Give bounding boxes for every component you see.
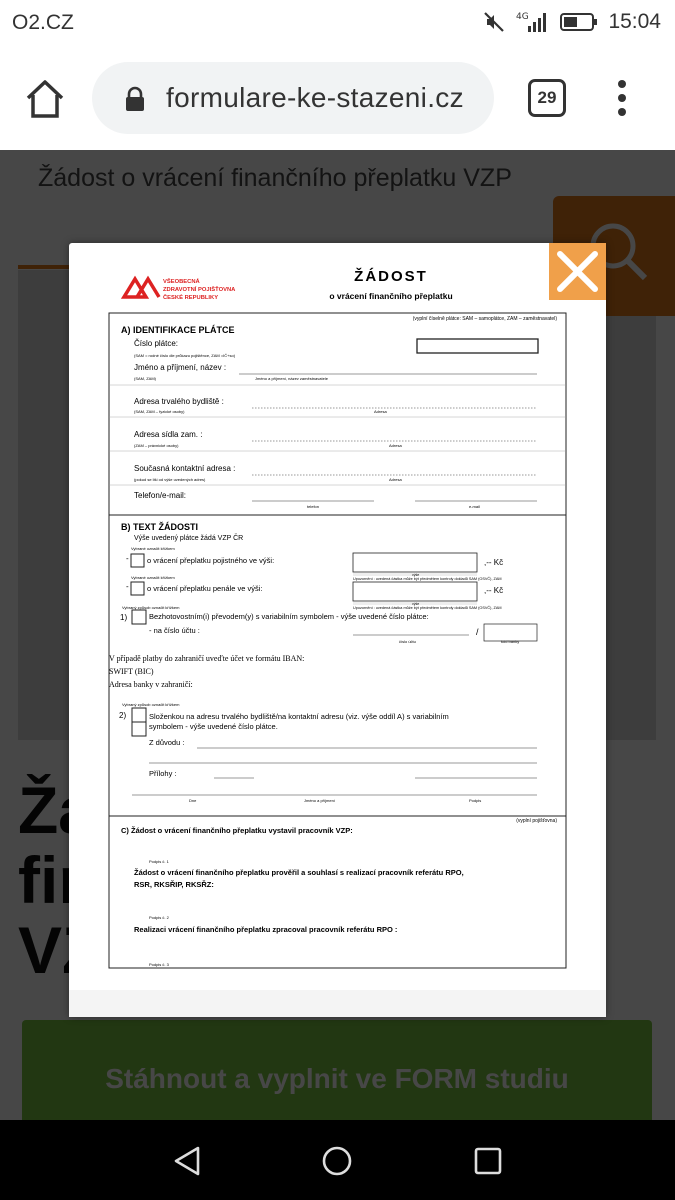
recents-icon[interactable] [471,1144,505,1178]
account-number-caption: číslo účtu [399,639,416,644]
option-2-number: 2) [119,711,127,720]
mute-icon [482,10,506,34]
section-c-title: C) Žádost o vrácení finančního přeplatku vystavil pracovník VZP: [121,826,353,835]
address-perm-hint: (SAM, ZAM – fyzické osoby) [134,409,185,414]
verify-line-1: Žádost o vrácení finančního přeplatku prověřil a souhlasí s realizací pracovník referátu RPO, [134,868,464,877]
premium-amount-field [353,553,477,572]
reasons-label: Z důvodu : [149,738,185,747]
address-contact-hint: (pokud se liší od výše uvedených adres) [134,477,206,482]
document-preview-modal [69,243,606,1017]
signature-1: Podpis č. 1 [149,859,169,864]
vzp-logo [124,277,236,301]
phone-caption: telefon [307,504,320,509]
account-label: - na číslo účtu : [149,626,200,635]
tab-switcher-button[interactable]: 29 [528,79,566,117]
name-caption: Jméno a příjmení [304,798,335,803]
penalty-hint: Upozornění : uvedená částka může být předmětem kontroly dokladů SAM (OSVČ), ZAM [353,577,502,581]
transfer-checkbox [132,610,146,624]
penalty-amount-field [353,582,477,601]
form-subheading: o vrácení finančního přeplatku [329,291,453,301]
logo-line: VŠEOBECNÁ [163,279,200,285]
svg-text:4G: 4G [516,12,530,22]
email-caption: e-mail [469,504,480,509]
name-label: Jméno a příjmení, název : [134,363,227,372]
slash: / [476,627,479,637]
form-heading: ŽÁDOST [354,268,428,285]
home-icon[interactable] [22,76,68,122]
address-caption: Adresa [389,477,402,482]
svg-text:-: - [126,582,129,591]
name-hint: Jméno a příjmení, název zaměstnavatele [255,376,328,381]
status-bar [0,0,675,46]
section-a-title: A) IDENTIFIKACE PLÁTCE [121,325,235,335]
address-contact-label: Současná kontaktní adresa : [134,464,236,473]
postal-order-checkbox [132,708,146,722]
abroad-label: V případě platby do zahraničí uveďte účet ve formátu IBAN: [109,654,305,663]
back-icon[interactable] [170,1144,204,1178]
payer-note: (vyplní číselně plátce: SAM – samoplátce, ZAM – zaměstnavatel) [412,316,557,322]
address-caption: Adresa [389,443,402,448]
carrier-name: O2.CZ [12,11,74,34]
url-text[interactable]: formulare-ke-stazeni.cz [166,82,464,113]
section-b-title: B) TEXT ŽÁDOSTI [121,522,198,532]
phone-label: Telefon/e-mail: [134,491,187,500]
insurer-note: (vyplní pojišťovna) [516,818,557,824]
battery-icon [560,11,598,33]
bank-address-label: Adresa banky v zahraničí: [109,680,193,689]
currency-label: ,-- Kč [484,558,504,567]
address-perm-label: Adresa trvalého bydliště : [134,397,224,406]
penalty-checkbox [131,582,144,595]
penalty-hint: Upozornění : uvedená částka může být předmětem kontroly dokladů SAM (OSVČ), ZAM [353,606,502,610]
processed-label: Realizaci vrácení finančního přeplatku zpracoval pracovník referátu RPO : [134,925,398,934]
premium-checkbox [131,554,144,567]
payer-number-hint: (SAM = rodné číslo dle průkazu pojištěnce, ZAM =IČ+so) [134,353,236,358]
home-nav-icon[interactable] [320,1144,354,1178]
close-icon [549,243,606,300]
option-2-line-1: Složenkou na adresu trvalého bydliště/na kontaktní adresu (viz. výše oddíl A) s variabilním [149,712,449,721]
mark-hint: Vybrané označit křížkem [131,546,175,551]
form-document [69,243,606,990]
option-1-number: 1) [120,613,128,622]
signature-2: Podpis č. 2 [149,915,169,920]
amount-caption: výše [412,602,420,606]
bank-code-caption: kód banky [501,639,520,644]
attachments-label: Přílohy : [149,769,177,778]
option-2-line-2: symbolem - výše uvedené číslo plátce. [149,722,278,731]
logo-line: ZDRAVOTNÍ POJIŠŤOVNA [163,287,236,293]
overflow-menu-icon[interactable] [612,76,632,122]
amount-caption: výše [412,573,420,577]
verify-line-2: RSR, RKSŘIP, RKSŘZ: [134,880,214,889]
signature-3: Podpis č. 3 [149,962,169,967]
refund-penalty-label: o vrácení přeplatku penále ve výši: [147,584,263,593]
close-button[interactable] [549,243,606,300]
swift-label: SWIFT (BIC) [109,667,154,676]
svg-text:-: - [126,554,129,563]
address-seat-label: Adresa sídla zam. : [134,430,203,439]
method-hint: Vybraný způsob označit křížkem [122,702,180,707]
address-caption: Adresa [374,409,387,414]
payer-number-box [417,339,538,353]
refund-premium-label: o vrácení přeplatku pojistného ve výši: [147,556,275,565]
name-hint: (SAM, ZAM) [134,376,156,381]
system-navigation-bar [0,1120,675,1200]
address-seat-hint: (ZAM – právnické osoby) [134,443,179,448]
signal-icon [516,10,550,34]
currency-label: ,-- Kč [484,586,504,595]
mark-hint: Vybrané označit křížkem [131,575,175,580]
payer-number-label: Číslo plátce: [134,339,179,348]
logo-line: ČESKÉ REPUBLIKY [163,295,219,301]
date-caption: Dne [189,798,197,803]
method-hint: Vybraný způsob označit křížkem [122,605,180,610]
modal-footer [69,990,606,1017]
option-1-label: Bezhotovostním(i) převodem(y) s variabilním symbolem - výše uvedené číslo plátce: [149,612,429,621]
lock-icon [122,86,148,112]
clock: 15:04 [608,10,661,33]
browser-toolbar [0,46,675,150]
signature-caption: Podpis [469,798,482,803]
status-icons [482,10,661,34]
section-b-intro: Výše uvedený plátce žádá VZP ČR [134,535,244,542]
address-bar[interactable] [92,62,494,134]
